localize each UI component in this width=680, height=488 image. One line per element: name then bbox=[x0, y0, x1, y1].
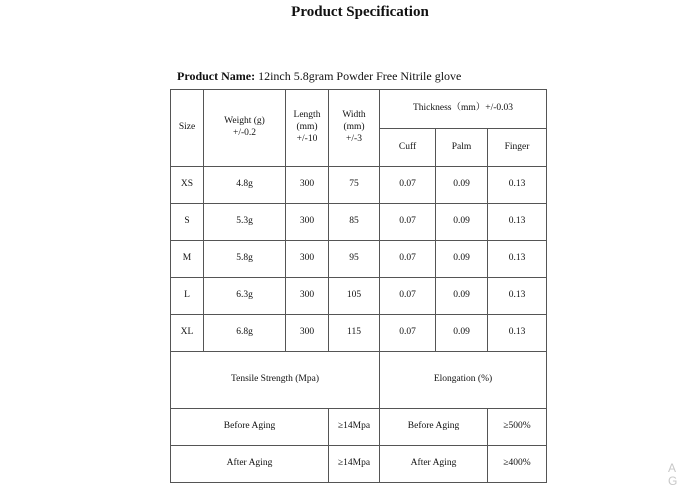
cell-weight: 4.8g bbox=[204, 167, 286, 204]
elongation-after-value: ≥400% bbox=[488, 446, 547, 483]
cell-palm: 0.09 bbox=[436, 278, 488, 315]
header-weight bbox=[204, 90, 286, 167]
cell-width: 115 bbox=[329, 315, 380, 352]
table-row bbox=[171, 315, 547, 352]
cell-weight: 6.3g bbox=[204, 278, 286, 315]
header-finger: Finger bbox=[488, 129, 547, 167]
elongation-header: Elongation (%) bbox=[380, 352, 547, 409]
cell-size: S bbox=[171, 204, 204, 241]
cell-finger: 0.13 bbox=[488, 204, 547, 241]
header-width-label: Width bbox=[342, 110, 366, 121]
spec-table bbox=[170, 89, 547, 483]
cell-length: 300 bbox=[286, 278, 329, 315]
watermark-line2: G bbox=[668, 474, 678, 488]
cell-width: 95 bbox=[329, 241, 380, 278]
tensile-after-value: ≥14Mpa bbox=[329, 446, 380, 483]
header-cuff: Cuff bbox=[380, 129, 436, 167]
header-length-unit: (mm) bbox=[296, 122, 318, 133]
watermark-line1: A bbox=[668, 461, 677, 475]
cell-finger: 0.13 bbox=[488, 167, 547, 204]
cell-palm: 0.09 bbox=[436, 315, 488, 352]
header-weight-tol: +/-0.2 bbox=[232, 128, 257, 138]
after-aging-label: After Aging bbox=[171, 446, 329, 483]
table-row bbox=[171, 278, 547, 315]
cell-cuff: 0.07 bbox=[380, 167, 436, 204]
table-row bbox=[171, 241, 547, 278]
header-length-label: Length bbox=[293, 110, 321, 121]
tensile-strength-header: Tensile Strength (Mpa) bbox=[171, 352, 380, 409]
header-length bbox=[286, 90, 329, 167]
cell-length: 300 bbox=[286, 241, 329, 278]
cell-size: M bbox=[171, 241, 204, 278]
cell-palm: 0.09 bbox=[436, 204, 488, 241]
header-palm: Palm bbox=[436, 129, 488, 167]
product-name-value: 12inch 5.8gram Powder Free Nitrile glove bbox=[255, 69, 462, 83]
table-row bbox=[171, 446, 547, 483]
header-thickness: Thickness（mm）+/-0.03 bbox=[380, 90, 547, 129]
cell-width: 105 bbox=[329, 278, 380, 315]
cell-cuff: 0.07 bbox=[380, 241, 436, 278]
cell-cuff: 0.07 bbox=[380, 278, 436, 315]
product-name bbox=[177, 69, 461, 84]
product-name-label: Product Name: bbox=[177, 69, 256, 83]
table-row bbox=[171, 204, 547, 241]
cell-size: L bbox=[171, 278, 204, 315]
page-title: Product Specification bbox=[291, 4, 429, 20]
cell-finger: 0.13 bbox=[488, 278, 547, 315]
header-width bbox=[329, 90, 380, 167]
cell-width: 85 bbox=[329, 204, 380, 241]
cell-size: XL bbox=[171, 315, 204, 352]
header-size: Size bbox=[171, 90, 204, 167]
cell-palm: 0.09 bbox=[436, 167, 488, 204]
cell-cuff: 0.07 bbox=[380, 204, 436, 241]
cell-finger: 0.13 bbox=[488, 315, 547, 352]
header-width-tol: +/-3 bbox=[346, 133, 362, 144]
elongation-before-value: ≥500% bbox=[488, 409, 547, 446]
header-length-tol: +/-10 bbox=[296, 133, 318, 144]
cell-finger: 0.13 bbox=[488, 241, 547, 278]
cell-length: 300 bbox=[286, 315, 329, 352]
table-row bbox=[171, 409, 547, 446]
cell-width: 75 bbox=[329, 167, 380, 204]
header-weight-label: Weight (g) bbox=[224, 116, 265, 127]
tensile-before-value: ≥14Mpa bbox=[329, 409, 380, 446]
cell-cuff: 0.07 bbox=[380, 315, 436, 352]
cell-weight: 5.8g bbox=[204, 241, 286, 278]
cell-length: 300 bbox=[286, 167, 329, 204]
cell-palm: 0.09 bbox=[436, 241, 488, 278]
table-row bbox=[171, 167, 547, 204]
before-aging-label: Before Aging bbox=[171, 409, 329, 446]
after-aging-label-elongation: After Aging bbox=[380, 446, 488, 483]
header-width-unit: (mm) bbox=[343, 122, 365, 133]
cell-length: 300 bbox=[286, 204, 329, 241]
cell-weight: 6.8g bbox=[204, 315, 286, 352]
cell-weight: 5.3g bbox=[204, 204, 286, 241]
watermark bbox=[668, 462, 677, 488]
cell-size: XS bbox=[171, 167, 204, 204]
before-aging-label-elongation: Before Aging bbox=[380, 409, 488, 446]
